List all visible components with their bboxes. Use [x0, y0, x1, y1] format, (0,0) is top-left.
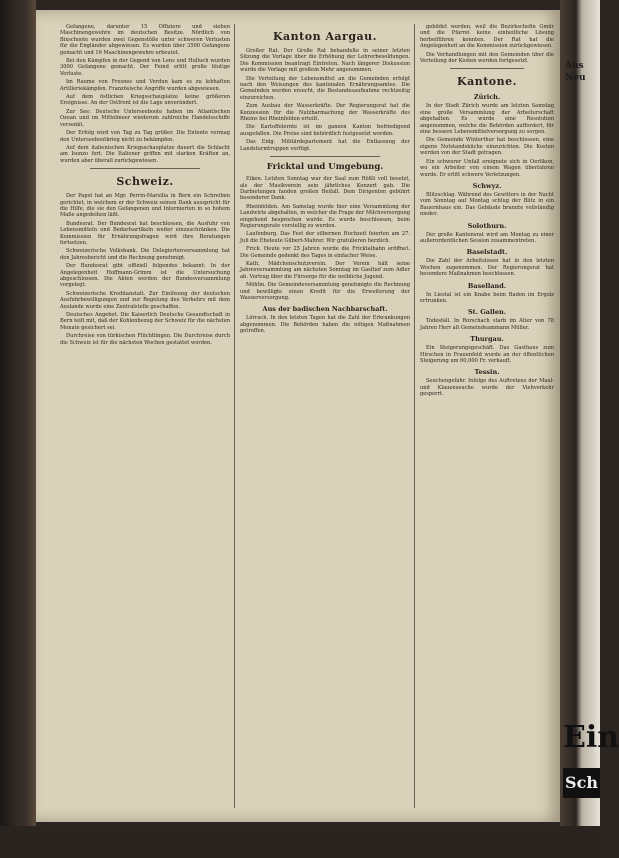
section-heading-fricktal: Fricktal und Umgebung.	[266, 162, 384, 173]
separator	[90, 168, 200, 169]
paragraph: Blitzschlag. Während des Gewitters in der Nacht vom Sonntag auf Montag schlug der Blitz in ein Bauernhaus ein. Das Gebäude brannte vollständig nieder.	[420, 191, 554, 218]
col1-paras-a	[60, 24, 230, 164]
paragraph: Deutsches Angebot. Die Kaiserlich Deutsche Gesandtschaft in Bern teilt mit, daß der Kohlenbezug der Schweiz für die nächsten Monate gesichert sei.	[60, 312, 230, 331]
column-rule	[234, 24, 235, 808]
section-heading-schweiz: Schweiz.	[116, 175, 174, 189]
paragraph: Die Verhandlungen mit den Gemeinden über die Verteilung der Kosten werden fortgesetzt.	[420, 51, 554, 65]
next-page-fragment: Aus Neu	[565, 61, 586, 83]
paragraph: Die Gemeinde Winterthur hat beschlossen, eine eigene Notstandsküche einzurichten. Die Kosten werden von der Stadt getragen.	[420, 137, 554, 157]
next-page-ad-band: Sch	[563, 768, 600, 798]
subheading: St. Gallen.	[467, 308, 507, 317]
newspaper-page	[36, 10, 560, 822]
column-2	[240, 24, 410, 814]
paragraph: Durchreise von türkischen Flüchtlingen. Die Durchreise durch die Schweiz ist für die nächsten Wochen gestattet worden.	[60, 333, 230, 346]
paragraph: Der Erfolg wird von Tag zu Tag größer. Die Entente vermag den Unterseebootkrieg nicht zu bekämpfen.	[60, 130, 230, 143]
paragraph: Todesfall. In Rorschach starb im Alter von 78 Jahren Herr alt Gemeindeammann Müller.	[420, 318, 554, 331]
paragraph: gebildet werden, weil die Bezirkschefin Gmür und die Pfarrei keine einheitliche Lösung herbeiführen konnten. Der Rat hat die Angelegenheit an die Kommission zurückgewiesen.	[420, 24, 554, 50]
paragraph: Kath. Mädchenschutzverein. Der Verein hält seine Jahresversammlung am nächsten Sonntag im Gasthof zum Adler ab. Vortrag über die Fürsorge für die weibliche Jugend.	[240, 260, 410, 280]
subheading: Tessin.	[474, 368, 500, 377]
separator	[450, 68, 524, 69]
paragraph: Lörrach. In den letzten Tagen hat die Zahl der Erkrankungen abgenommen. Die Behörden haben die nötigen Maßnahmen getroffen.	[240, 315, 410, 335]
paragraph: Rheinfelden. Am Samstag wurde hier eine Versammlung der Landwirte abgehalten, in welcher die Frage der Milchversorgung eingehend besprochen wurde. Es wurde beschlossen, beim Regierungsrate vorstellig zu werden.	[240, 203, 410, 229]
next-page-ad-text: Ein	[563, 720, 619, 755]
paragraph: Gefangene, darunter 15 Offiziere und sieben Maschinengewehre im deutschen Besitze. Nördlich von Bixschoote wurden zwei Gegenstöße unter schweren Verlusten für die Engländer abgewiesen. Es wurden über 3500 Gefangene gemacht und 16 Maschinengewehre erbeutet.	[60, 24, 230, 56]
paragraph: Laufenburg. Das Fest der silbernen Hochzeit feierten am 27. Juli die Eheleute Gilbert-Mahrer. Wir gratulieren herzlich.	[240, 231, 410, 244]
paragraph: Bei den Kämpfen in der Gegend von Lens und Hulluch wurden 3000 Gefangene gemacht. Der Feind erlitt große blutige Verluste.	[60, 58, 230, 77]
book-bottom-edge	[0, 826, 600, 858]
paragraph: Das Eidg. Militärdepartement hat die Entlassung der Landsturmtruppen verfügt.	[240, 139, 410, 152]
column-rule	[414, 24, 415, 808]
paragraph: Bundesrat. Der Bundesrat hat beschlossen, die Ausfuhr von Lebensmitteln und Bedarfsartikeln weiter einzuschränken. Die Kommission für Ernährungsfragen wird ihre Beratungen fortsetzen.	[60, 220, 230, 246]
paragraph: Zur See: Deutsche Unterseeboote haben im Atlantischen Ozean und im Mittelmeer wiederum zahlreiche Handelsschiffe versenkt.	[60, 108, 230, 128]
paragraph: Zum Ausbau der Wasserkräfte. Der Regierungsrat hat die Konzession für die Nutzbarmachung der Wasserkräfte des Rheins bei Rheinfelden erteilt.	[240, 103, 410, 123]
paragraph: Möhlin. Die Gemeindeversammlung genehmigte die Rechnung und bewilligte einen Kredit für die Erweiterung der Wasserversorgung.	[240, 282, 410, 301]
paragraph: Auf dem italienischen Kriegsschauplatze dauert die Schlacht am Isonzo fort. Die Italiener griffen mit starken Kräften an, wurden aber überall zurückgewiesen.	[60, 144, 230, 164]
paragraph: Eiken. Letzten Sonntag war der Saal zum Rößli voll besetzt, als der Musikverein sein jährliches Konzert gab. Die Darbietungen fanden großen Beifall. Dem Dirigenten gebührt besonderer Dank.	[240, 176, 410, 202]
col1-paras-b	[60, 193, 230, 346]
subheading: Baselland.	[467, 281, 507, 290]
subheading: Solothurn.	[467, 221, 507, 230]
column-3	[420, 24, 554, 814]
separator	[270, 156, 380, 157]
paragraph: Die Kartoffelernte ist im ganzen Kanton befriedigend ausgefallen. Die Preise sind behördlich festgesetzt worden.	[240, 124, 410, 137]
paragraph: In der Stadt Zürich wurde am letzten Samstag eine große Versammlung der Arbeiterschaft abgehalten. Es wurde eine Resolution angenommen, welche die Behörden auffordert, für eine bessere Lebensmittelversorgung zu sorgen.	[420, 103, 554, 136]
section-heading-aargau: Kanton Aargau.	[272, 30, 378, 43]
paragraph: Seuchengefahr. Infolge des Auftretens der Maul- und Klauenseuche wurde der Viehverkehr gesperrt.	[420, 378, 554, 398]
subheading: Zürich.	[473, 93, 501, 102]
paragraph: Frick. Heute vor 25 Jahren wurde die Fricktalbahn eröffnet. Die Gemeinde gedenkt des Tages in einfacher Weise.	[240, 246, 410, 259]
paragraph: Der Papst hat an Mgr. Perrin-Marsilia in Bern ein Schreiben gerichtet, in welchem er der Schweiz seinen Dank ausspricht für die Hilfe, die sie den Gefangenen und Internierten in so hohem Maße angedeihen läßt.	[60, 193, 230, 219]
paragraph: In Liestal ist ein Knabe beim Baden im Ergolz ertrunken.	[420, 291, 554, 304]
paragraph: Ein schwerer Unfall ereignete sich in Oerlikon, wo ein Arbeiter von einem Wagen überfahren wurde. Er erlitt schwere Verletzungen.	[420, 158, 554, 178]
paragraph: Schweizerische Volksbank. Die Delegiertenversammlung hat den Jahresbericht und die Rechnung genehmigt.	[60, 248, 230, 261]
paragraph: Schweizerische Kreditanstalt. Zur Einlösung der deutschen Ausfuhrbewilligungen und zur Regelung des Verkehrs mit dem Auslande wurde eine Zentralstelle geschaffen.	[60, 290, 230, 310]
paragraph: Im Raume von Fresnes und Verdun kam es zu lebhaften Artilleriekämpfen. Französische Angriffe wurden abgewiesen.	[60, 79, 230, 92]
subheading: Thurgau.	[470, 335, 504, 344]
paragraph: Der große Kantonsrat wird am Montag zu einer außerordentlichen Session zusammentreten.	[420, 231, 554, 244]
paragraph: Ein Steigerungsgeschäft. Das Gasthaus zum Hirschen in Frauenfeld wurde an der öffentlichen Steigerung um 60,000 Fr. verkauft.	[420, 345, 554, 364]
subheading: Baselstadt.	[466, 248, 508, 257]
paragraph: Auf dem östlichen Kriegsschauplatze keine größeren Ereignisse. An der Ostfront ist die Lage unverändert.	[60, 94, 230, 107]
section-heading-baden: Aus der badischen Nachbarschaft.	[262, 305, 388, 314]
paragraph: Der Bundesrat gibt offiziell folgendes bekannt: In der Angelegenheit Hoffmann-Grimm ist die Untersuchung abgeschlossen. Die Akten werden der Bundesversammlung vorgelegt.	[60, 263, 230, 289]
paragraph: Die Zahl der Arbeitslosen hat in den letzten Wochen zugenommen. Der Regierungsrat hat besondere Maßnahmen beschlossen.	[420, 258, 554, 278]
section-heading-kantone: Kantone.	[457, 75, 517, 89]
book-left-edge	[0, 0, 36, 858]
paragraph: Die Verteilung der Lebensmittel an die Gemeinden erfolgt nach den Weisungen des kantonalen Ernährungsamtes. Die Gemeinden werden ersucht, die Bestandesaufnahme rechtzeitig einzureichen.	[240, 75, 410, 101]
paragraph: Großer Rat. Der Große Rat behandelte in seiner letzten Sitzung die Vorlage über die Erhöhung der Lehrerbesoldungen. Die Kommission beantragt Eintreten. Nach längerer Diskussion wurde die Vorlage mit großem Mehr angenommen.	[240, 48, 410, 74]
column-1	[60, 24, 230, 814]
subheading: Schwyz.	[472, 181, 502, 190]
